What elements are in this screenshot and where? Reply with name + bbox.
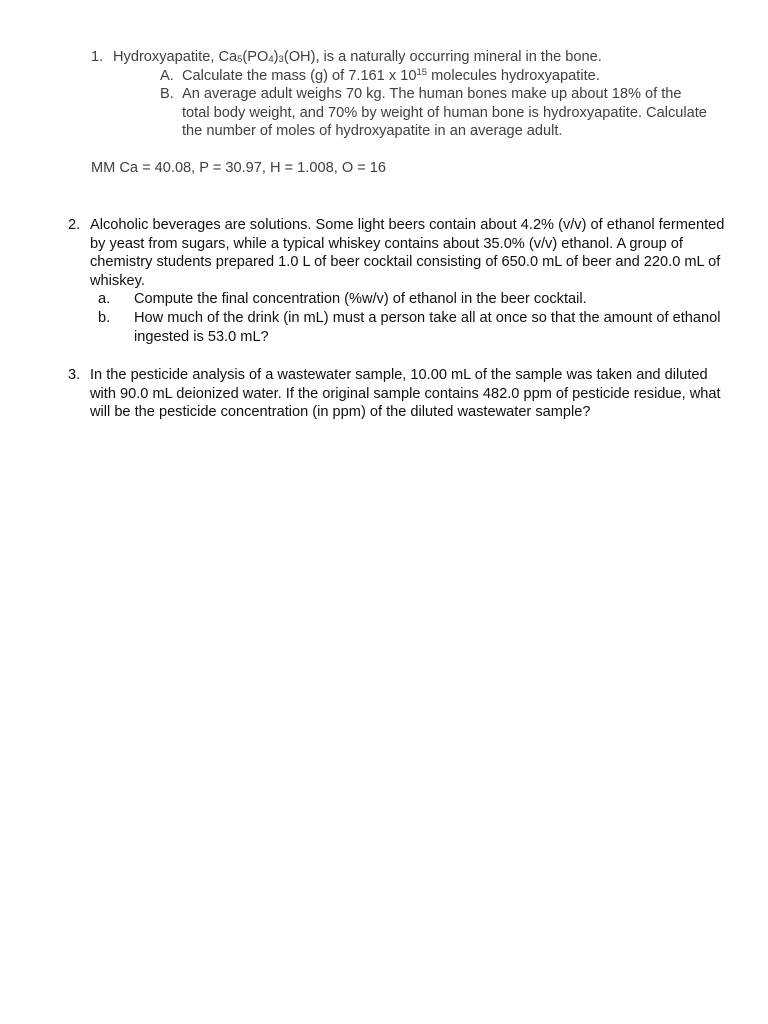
question-2-text: Alcoholic beverages are solutions. Some light beers contain about 4.2% (v/v) of ethanol fermented by yeast from sugars, while a typical whiskey contains about 35.0% (v/v) ethanol. A group of chemistry students prepared 1.0 L of beer cocktail consisting of 650.0 mL of beer and 220.0 mL of whiskey. — [90, 217, 725, 289]
question-2-part-b — [98, 309, 728, 346]
question-3-stem — [68, 366, 728, 422]
question-2-number: 2. — [68, 217, 81, 233]
question-3-number: 3. — [68, 367, 81, 383]
question-1-part-a — [160, 67, 710, 86]
question-1-stem — [91, 48, 731, 67]
part-letter: B. — [160, 86, 174, 103]
question-2-part-a — [98, 290, 728, 309]
part-text: Compute the final concentration (%w/v) of ethanol in the beer cocktail. — [134, 291, 587, 308]
question-1-text: Hydroxyapatite, $Ca_5(PO_4)_3(OH)$, is a naturally occurring mineral in the bone. — [113, 49, 602, 65]
question-2 — [68, 216, 728, 346]
part-letter: b. — [98, 309, 111, 326]
question-1-parts — [91, 67, 710, 141]
question-3 — [68, 366, 728, 422]
part-text: Calculate the mass (g) of 7.161 x $10^{15}$ molecules hydroxyapatite. — [182, 66, 600, 84]
part-letter: A. — [160, 67, 174, 84]
part-letter: a. — [98, 291, 111, 308]
question-2-parts — [68, 290, 728, 346]
question-3-text: In the pesticide analysis of a wastewater sample, 10.00 mL of the sample was taken and diluted with 90.0 mL deionized water. If the original sample contains 482.0 ppm of pesticide residue, what will be the pesticide concentration (in ppm) of the diluted wastewater sample? — [90, 367, 721, 421]
question-1-part-b — [160, 85, 710, 141]
question-1 — [91, 48, 731, 178]
question-2-stem — [68, 216, 728, 290]
part-text: How much of the drink (in mL) must a person take all at once so that the amount of ethanol ingested is 53.0 mL? — [134, 309, 721, 345]
question-1-number: 1. — [91, 49, 104, 65]
part-text: An average adult weighs 70 kg. The human bones make up about 18% of the total body weight, and 70% by weight of human bone is hydroxyapatite. Calculate the number of moles of hydroxyapatite in an average adult. — [182, 86, 707, 140]
molar-mass-line: MM Ca = 40.08, P = 30.97, H = 1.008, O = 16 — [91, 159, 387, 176]
